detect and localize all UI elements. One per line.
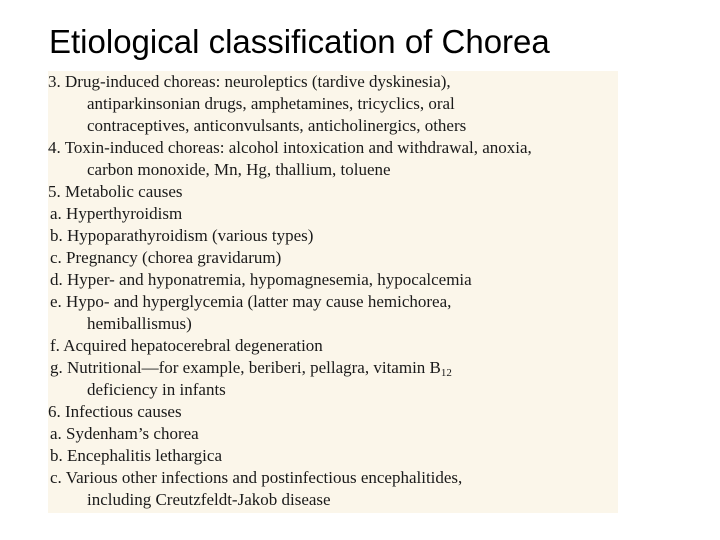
sub-item-encephalitis: b. Encephalitis lethargica xyxy=(50,446,222,465)
list-item-metabolic: 5. Metabolic causes xyxy=(48,182,183,201)
sub-item-glycemia: e. Hypo- and hyperglycemia (latter may cause hemichorea, xyxy=(50,292,452,311)
list-item-drug-induced: 3. Drug-induced choreas: neuroleptics (tardive dyskinesia), xyxy=(48,72,451,91)
sub-item-sydenham: a. Sydenham’s chorea xyxy=(50,424,199,443)
list-item-continuation: contraceptives, anticonvulsants, anticholinergics, others xyxy=(87,116,467,135)
list-item-continuation: carbon monoxide, Mn, Hg, thallium, toluene xyxy=(87,160,391,179)
list-item-continuation: antiparkinsonian drugs, amphetamines, tricyclics, oral xyxy=(87,94,455,113)
sub-item-other-infections: c. Various other infections and postinfectious encephalitides, xyxy=(50,468,463,487)
list-item-continuation: including Creutzfeldt-Jakob disease xyxy=(87,490,331,509)
vitamin-subscript: 12 xyxy=(440,367,452,379)
list-item-continuation: deficiency in infants xyxy=(87,380,226,399)
list-item-continuation: hemiballismus) xyxy=(87,314,192,333)
sub-item-hypoparathyroidism: b. Hypoparathyroidism (various types) xyxy=(50,226,314,245)
list-item-toxin-induced: 4. Toxin-induced choreas: alcohol intoxication and withdrawal, anoxia, xyxy=(48,138,532,157)
list-item-infectious: 6. Infectious causes xyxy=(48,402,182,421)
sub-item-hepatocerebral: f. Acquired hepatocerebral degeneration xyxy=(50,336,323,355)
slide-title: Etiological classification of Chorea xyxy=(49,23,550,60)
sub-item-hyperthyroidism: a. Hyperthyroidism xyxy=(50,204,183,223)
classification-excerpt xyxy=(48,71,618,513)
nutritional-text: g. Nutritional—for example, beriberi, pellagra, vitamin B xyxy=(50,358,441,377)
sub-item-pregnancy: c. Pregnancy (chorea gravidarum) xyxy=(50,248,282,267)
sub-item-electrolytes: d. Hyper- and hyponatremia, hypomagnesemia, hypocalcemia xyxy=(50,270,472,289)
